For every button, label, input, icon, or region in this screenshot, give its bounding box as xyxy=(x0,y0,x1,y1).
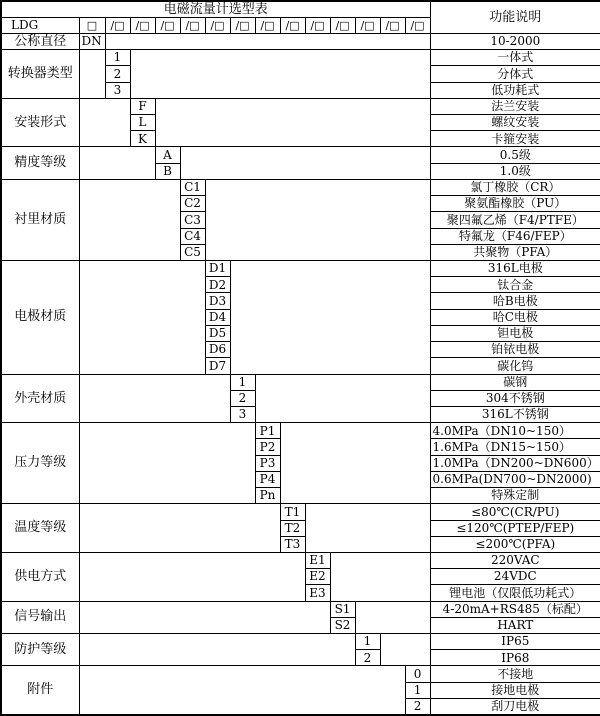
code-cell: C4 xyxy=(180,228,205,244)
spacer-cell xyxy=(79,374,230,423)
model-code-box: □ xyxy=(79,17,105,33)
category-label: 供电方式 xyxy=(1,552,79,601)
desc-cell: 220VAC xyxy=(430,552,600,568)
code-cell: D3 xyxy=(205,293,230,309)
code-cell: C5 xyxy=(180,244,205,260)
code-cell: 1 xyxy=(230,374,255,390)
desc-cell: 哈B电极 xyxy=(430,293,600,309)
code-cell: C3 xyxy=(180,212,205,228)
spacer-cell xyxy=(180,147,430,179)
model-code-slot: /□ xyxy=(155,17,180,33)
code-cell: 1 xyxy=(405,682,430,698)
spacer-cell xyxy=(79,179,180,260)
code-cell: T2 xyxy=(280,520,305,536)
desc-cell: 1.6MPa（DN15~150） xyxy=(430,439,600,455)
desc-cell: 24VDC xyxy=(430,569,600,585)
spacer-cell xyxy=(230,261,430,375)
code-cell: E1 xyxy=(305,552,330,568)
code-cell: 1 xyxy=(105,50,130,66)
code-cell: F xyxy=(130,98,155,114)
desc-cell: 特殊定制 xyxy=(430,488,600,504)
model-code-slot: /□ xyxy=(380,17,405,33)
desc-cell: 特氟龙（F46/FEP） xyxy=(430,228,600,244)
category-label: 防护等级 xyxy=(1,634,79,666)
spacer-cell xyxy=(105,33,430,49)
spacer-cell xyxy=(79,98,130,147)
model-code-slot: /□ xyxy=(130,17,155,33)
table-title: 电磁流量计选型表 xyxy=(1,1,430,17)
spacer-cell xyxy=(79,552,305,601)
category-label: 温度等级 xyxy=(1,504,79,553)
spacer-cell xyxy=(305,504,430,553)
desc-cell: 螺纹安装 xyxy=(430,115,600,131)
spacer-cell xyxy=(155,98,430,147)
code-cell: T3 xyxy=(280,536,305,552)
desc-cell: 氯丁橡胶（CR） xyxy=(430,179,600,195)
desc-cell: 1.0MPa（DN200~DN600） xyxy=(430,455,600,471)
desc-cell: 0.6MPa(DN700~DN2000) xyxy=(430,471,600,487)
desc-cell: 1.0级 xyxy=(430,163,600,179)
desc-cell: 哈C电极 xyxy=(430,309,600,325)
code-cell: 2 xyxy=(105,66,130,82)
desc-cell: IP65 xyxy=(430,634,600,650)
model-code-slot: /□ xyxy=(105,17,130,33)
model-code-slot: /□ xyxy=(355,17,380,33)
desc-cell: 4-20mA+RS485（标配） xyxy=(430,601,600,617)
code-cell: P2 xyxy=(255,439,280,455)
model-code-slot: /□ xyxy=(205,17,230,33)
model-prefix-label: LDG xyxy=(1,17,79,33)
code-cell: D6 xyxy=(205,342,230,358)
category-label: 电极材质 xyxy=(1,261,79,375)
category-label: 信号输出 xyxy=(1,601,79,633)
category-label: 公称直径 xyxy=(1,33,79,49)
spacer-cell xyxy=(79,634,355,666)
code-cell: 2 xyxy=(355,650,380,666)
code-cell: 3 xyxy=(105,82,130,98)
desc-cell: HART xyxy=(430,617,600,633)
desc-cell: ≤80℃(CR/PU) xyxy=(430,504,600,520)
model-code-slot: /□ xyxy=(255,17,280,33)
code-cell: DN xyxy=(79,33,105,49)
category-label: 转换器类型 xyxy=(1,50,79,99)
spacer-cell xyxy=(79,50,105,99)
desc-column-header: 功能说明 xyxy=(430,1,600,33)
desc-cell: ≤120℃(PTEP/FEP) xyxy=(430,520,600,536)
code-cell: A xyxy=(155,147,180,163)
code-cell: B xyxy=(155,163,180,179)
code-cell: E2 xyxy=(305,569,330,585)
category-label: 外壳材质 xyxy=(1,374,79,423)
spacer-cell xyxy=(79,147,155,179)
desc-cell: 分体式 xyxy=(430,66,600,82)
desc-cell: 铂铱电极 xyxy=(430,342,600,358)
code-cell: 1 xyxy=(355,634,380,650)
code-cell: D7 xyxy=(205,358,230,374)
desc-cell: 一体式 xyxy=(430,50,600,66)
code-cell: K xyxy=(130,131,155,147)
code-cell: D4 xyxy=(205,309,230,325)
desc-cell: 304不锈钢 xyxy=(430,390,600,406)
desc-cell: 锂电池（仅限低功耗式） xyxy=(430,585,600,601)
code-cell: C1 xyxy=(180,179,205,195)
spacer-cell xyxy=(79,423,255,504)
desc-cell: 卡箍安装 xyxy=(430,131,600,147)
desc-cell: 碳钢 xyxy=(430,374,600,390)
spacer-cell xyxy=(380,634,430,666)
spacer-cell xyxy=(130,50,430,99)
category-label: 衬里材质 xyxy=(1,179,79,260)
model-code-slot: /□ xyxy=(405,17,430,33)
category-label: 安装形式 xyxy=(1,98,79,147)
spacer-cell xyxy=(79,504,280,553)
code-cell: 2 xyxy=(405,698,430,715)
spacer-cell xyxy=(205,179,430,260)
desc-cell: 316L电极 xyxy=(430,261,600,277)
desc-cell: 聚四氟乙烯（F4/PTFE） xyxy=(430,212,600,228)
desc-cell: IP68 xyxy=(430,650,600,666)
desc-cell: 共聚物（PFA） xyxy=(430,244,600,260)
category-label: 附件 xyxy=(1,666,79,715)
desc-cell: 低功耗式 xyxy=(430,82,600,98)
spacer-cell xyxy=(280,423,430,504)
model-code-slot: /□ xyxy=(230,17,255,33)
model-code-slot: /□ xyxy=(180,17,205,33)
code-cell: D5 xyxy=(205,325,230,341)
category-label: 精度等级 xyxy=(1,147,79,179)
model-code-slot: /□ xyxy=(330,17,355,33)
model-code-slot: /□ xyxy=(305,17,330,33)
desc-cell: 0.5级 xyxy=(430,147,600,163)
code-cell: D1 xyxy=(205,261,230,277)
desc-cell: 聚氨酯橡胶（PU） xyxy=(430,196,600,212)
code-cell: C2 xyxy=(180,196,205,212)
code-cell: 2 xyxy=(230,390,255,406)
desc-cell: 接地电极 xyxy=(430,682,600,698)
spacer-cell xyxy=(79,666,405,715)
desc-cell: 钽电极 xyxy=(430,325,600,341)
code-cell: E3 xyxy=(305,585,330,601)
desc-cell: 316L不锈钢 xyxy=(430,406,600,422)
category-label: 压力等级 xyxy=(1,423,79,504)
desc-cell: 碳化钨 xyxy=(430,358,600,374)
code-cell: P1 xyxy=(255,423,280,439)
code-cell: Pn xyxy=(255,488,280,504)
desc-cell: 不接地 xyxy=(430,666,600,682)
spacer-cell xyxy=(79,601,330,633)
desc-cell: ≤200℃(PFA) xyxy=(430,536,600,552)
desc-cell: 钛合金 xyxy=(430,277,600,293)
code-cell: T1 xyxy=(280,504,305,520)
spacer-cell xyxy=(255,374,430,423)
code-cell: L xyxy=(130,115,155,131)
code-cell: S2 xyxy=(330,617,355,633)
desc-cell: 4.0MPa（DN10~150） xyxy=(430,423,600,439)
code-cell: D2 xyxy=(205,277,230,293)
code-cell: S1 xyxy=(330,601,355,617)
spacer-cell xyxy=(355,601,430,633)
desc-cell: 刮刀电极 xyxy=(430,698,600,715)
code-cell: P3 xyxy=(255,455,280,471)
code-cell: 3 xyxy=(230,406,255,422)
spacer-cell xyxy=(330,552,430,601)
desc-cell: 10-2000 xyxy=(430,33,600,49)
code-cell: 0 xyxy=(405,666,430,682)
code-cell: P4 xyxy=(255,471,280,487)
desc-cell: 法兰安装 xyxy=(430,98,600,114)
spacer-cell xyxy=(79,261,205,375)
model-code-slot: /□ xyxy=(280,17,305,33)
